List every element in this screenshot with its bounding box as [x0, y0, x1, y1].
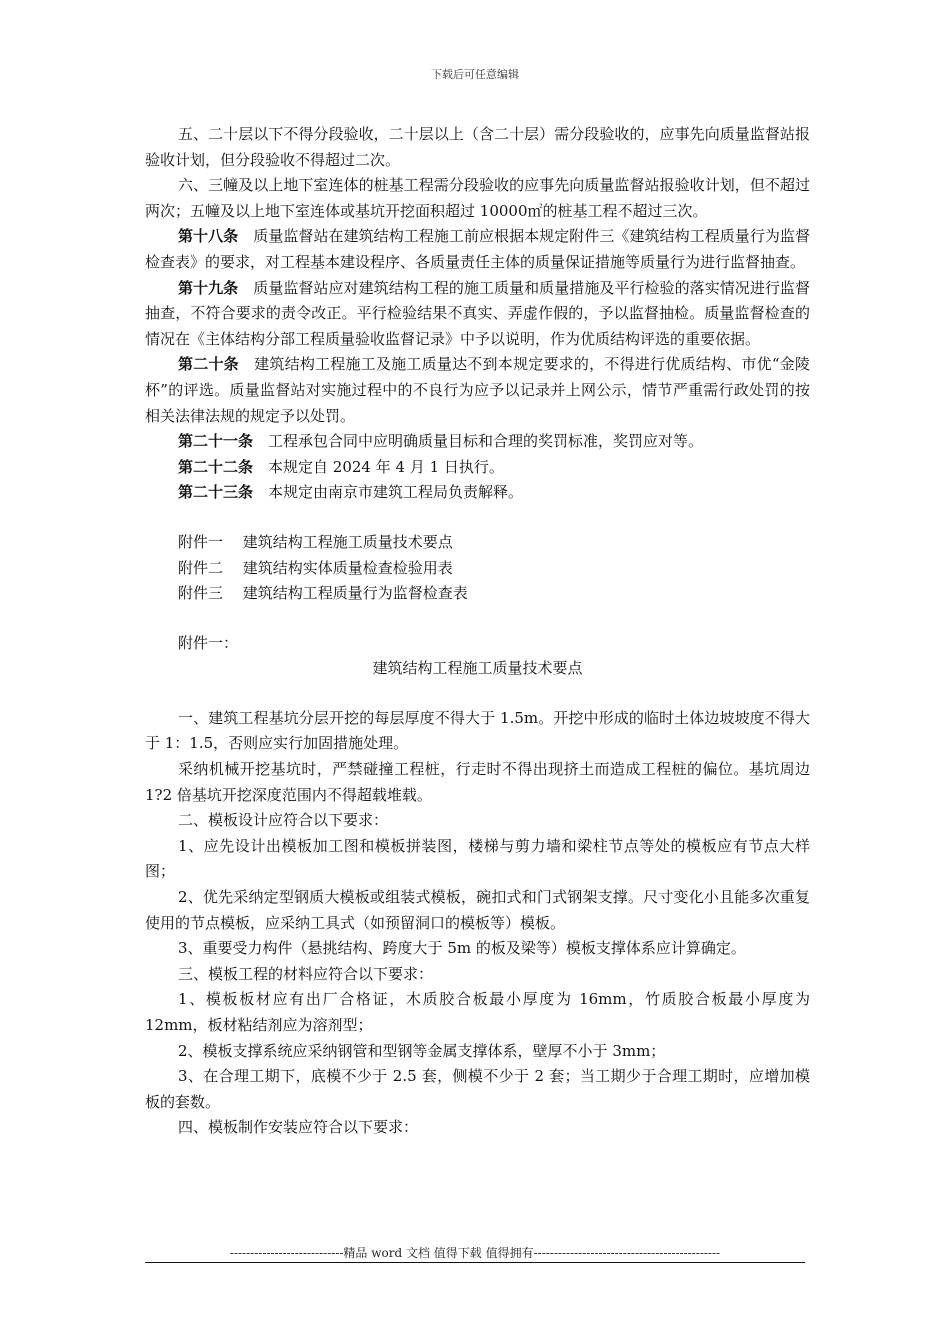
attachment-item: 附件一 建筑结构工程施工质量技术要点 [178, 532, 453, 551]
article-22 [145, 455, 810, 481]
attachment-title: 建筑结构工程施工质量技术要点 [372, 659, 583, 678]
article-text: 建筑结构工程施工及施工质量达不到本规定要求的，不得进行优质结构、市优“金陵杯”的评选。质量监督站对实施过程中的不良行为应予以记录并上网公示，情节严重需行政处罚的按相关法律法规的规定予以处罚。 [145, 355, 810, 425]
section-heading: 三、模板工程的材料应符合以下要求： [178, 964, 434, 983]
article-label: 第二十条 [178, 355, 239, 374]
paragraph: 五、二十层以下不得分段验收，二十层以上（含二十层）需分段验收的，应事先向质量监督站报验收计划，但分段验收不得超过二次。 [145, 125, 810, 169]
article-label: 第二十一条 [178, 432, 254, 451]
list-item: 3、在合理工期下，底模不少于 2.5 套，侧模不少于 2 套；当工期少于合理工期时，应增加模板的套数。 [145, 1067, 810, 1111]
article-text: 质量监督站应对建筑结构工程的施工质量和质量措施及平行检验的落实情况进行监督抽查，不符合要求的责令改正。平行检验结果不真实、弄虚作假的，予以监督抽检。质量监督检查的情况在《主体结构分部工程质量验收监督记录》中予以说明，作为优质结构评选的重要依据。 [145, 278, 810, 348]
list-item: 1、模板板材应有出厂合格证，木质胶合板最小厚度为 16mm，竹质胶合板最小厚度为 12mm，板材粘结剂应为溶剂型； [145, 990, 810, 1034]
article-21 [145, 429, 810, 455]
attachment-item: 附件二 建筑结构实体质量检查检验用表 [178, 558, 453, 577]
article-20 [145, 352, 810, 429]
spacer [145, 682, 810, 706]
footer-divider [145, 1262, 805, 1263]
list-item: 2、模板支撑系统应采纳钢管和型钢等金属支撑体系，壁厚不小于 3mm； [178, 1041, 666, 1060]
document-body [145, 122, 810, 1141]
article-19 [145, 276, 810, 353]
article-text: 本规定自 2024 年 4 月 1 日执行。 [268, 457, 504, 476]
section-paragraph: 采纳机械开挖基坑时，严禁碰撞工程桩，行走时不得出现挤土而造成工程桩的偏位。基坑周边 1?2 倍基坑开挖深度范围内不得超载堆载。 [145, 760, 810, 804]
article-label: 第十八条 [178, 227, 239, 246]
paragraph: 六、三幢及以上地下室连体的桩基工程需分段验收的应事先向质量监督站报验收计划，但不超过两次；五幢及以上地下室连体或基坑开挖面积超过 10000㎡的桩基工程不超过三次。 [145, 176, 810, 220]
section-paragraph: 一、建筑工程基坑分层开挖的每层厚度不得大于 1.5m。开挖中形成的临时土体边坡坡度不得大于 1：1.5，否则应实行加固措施处理。 [145, 708, 810, 753]
article-label: 第二十三条 [178, 483, 254, 502]
article-label: 第十九条 [178, 278, 239, 297]
section-heading: 四、模板制作安装应符合以下要求： [178, 1118, 419, 1137]
page-footer: ----------------------------精品 word 文档 值得下载 值得拥有---------------------------------------------- [229, 1246, 721, 1260]
spacer [145, 506, 810, 530]
list-item: 2、优先采纳定型钢质大模板或组装式模板，碗扣式和门式钢架支撑。尺寸变化小且能多次重复使用的节点模板，应采纳工具式（如预留洞口的模板等）模板。 [145, 888, 810, 932]
article-text: 质量监督站在建筑结构工程施工前应根据本规定附件三《建筑结构工程质量行为监督检查表》的要求，对工程基本建设程序、各质量责任主体的质量保证措施等质量行为进行监督抽查。 [145, 227, 810, 271]
article-23 [145, 480, 810, 506]
spacer [145, 607, 810, 631]
section-heading: 二、模板设计应符合以下要求： [178, 811, 389, 830]
list-item: 1、应先设计出模板加工图和模板拼装图，楼梯与剪力墙和梁柱节点等处的模板应有节点大样图； [145, 836, 810, 881]
attachment-heading: 附件一： [178, 633, 239, 652]
list-item: 3、重要受力构件（悬挑结构、跨度大于 5m 的板及梁等）模板支撑体系应计算确定。 [178, 939, 746, 958]
article-label: 第二十二条 [178, 457, 254, 476]
page-header: 下载后可任意编辑 [431, 68, 519, 81]
attachment-item: 附件三 建筑结构工程质量行为监督检查表 [178, 584, 468, 603]
article-text: 工程承包合同中应明确质量目标和合理的奖罚标准，奖罚应对等。 [268, 432, 704, 451]
article-18 [145, 224, 810, 275]
article-text: 本规定由南京市建筑工程局负责解释。 [268, 483, 524, 502]
